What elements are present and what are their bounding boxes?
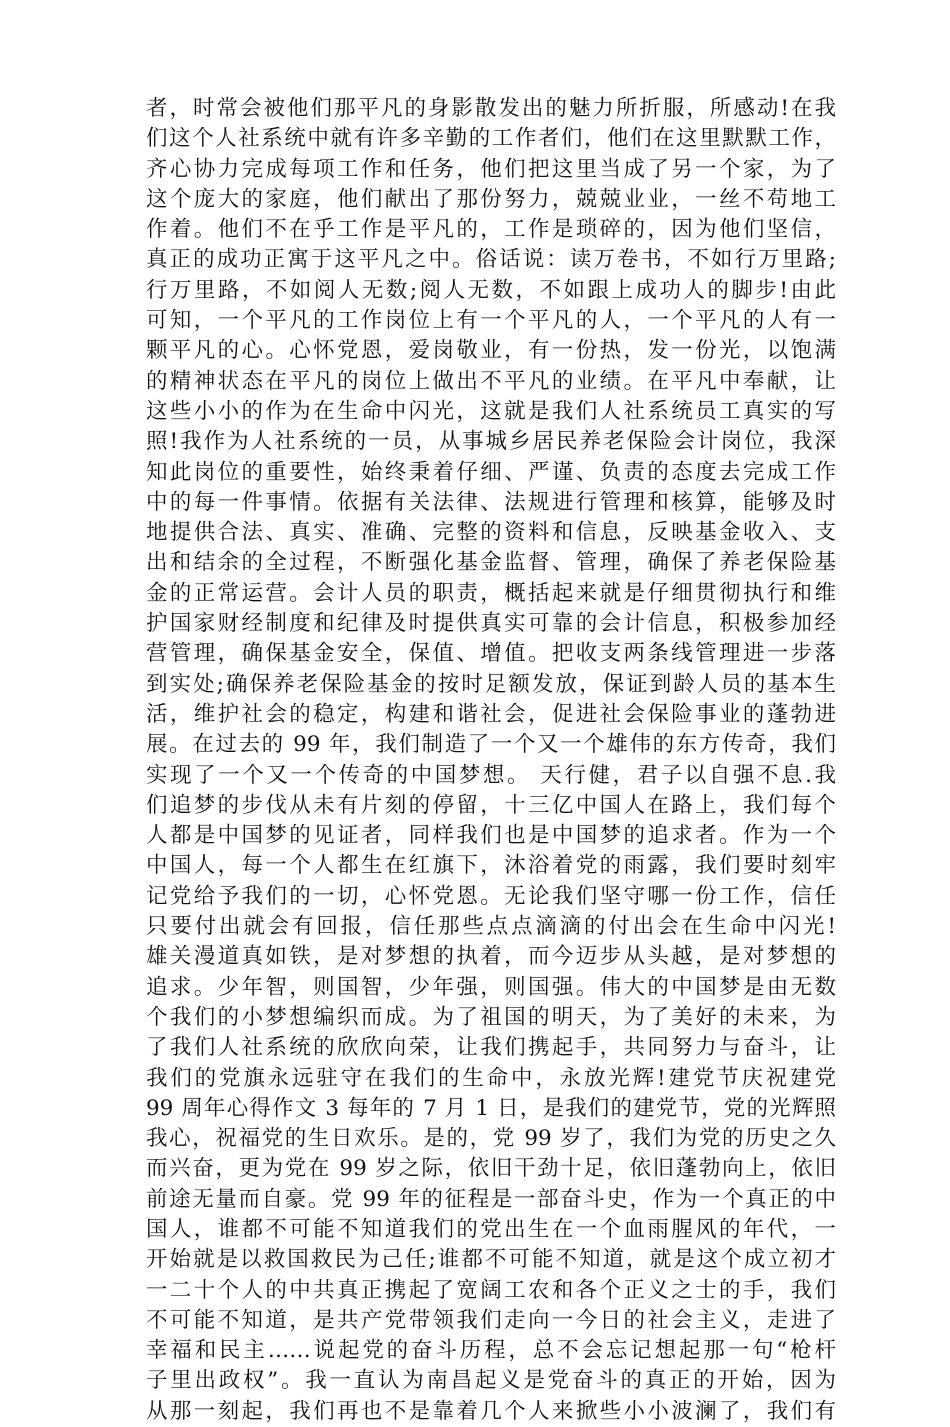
text-line: 从那一刻起，我们再也不是靠着几个人来掀些小小波澜了，我们有 <box>146 1398 836 1424</box>
text-line: 子里出政权”。我一直认为南昌起义是党奋斗的真正的开始，因为 <box>146 1368 836 1394</box>
text-line: 中国人，每一个人都生在红旗下，沐浴着党的雨露，我们要时刻牢 <box>146 853 836 879</box>
text-line: 可知，一个平凡的工作岗位上有一个平凡的人，一个平凡的人有一 <box>146 308 836 334</box>
text-line: 地提供合法、真实、准确、完整的资料和信息，反映基金收入、支 <box>146 520 836 546</box>
text-line: 这些小小的作为在生命中闪光，这就是我们人社系统员工真实的写 <box>146 398 836 424</box>
text-line: 我们的党旗永远驻守在我们的生命中，永放光辉!建党节庆祝建党 <box>146 1065 836 1091</box>
text-line: 颗平凡的心。心怀党恩，爱岗敬业，有一份热，发一份光，以饱满 <box>146 338 836 364</box>
text-line: 一二十个人的中共真正携起了宽阔工农和各个正义之士的手，我们 <box>146 1277 836 1303</box>
text-line: 中的每一件事情。依据有关法律、法规进行管理和核算，能够及时 <box>146 489 836 515</box>
text-line: 我心，祝福党的生日欢乐。是的，党 99 岁了，我们为党的历史之久 <box>146 1126 836 1152</box>
text-line: 作着。他们不在乎工作是平凡的，工作是琐碎的，因为他们坚信， <box>146 217 836 243</box>
text-line: 99 周年心得作文 3 每年的 7 月 1 日，是我们的建党节，党的光辉照 <box>146 1095 836 1121</box>
text-line: 真正的成功正寓于这平凡之中。俗话说：读万卷书，不如行万里路; <box>146 247 836 273</box>
text-line: 营管理，确保基金安全，保值、增值。把收支两条线管理进一步落 <box>146 641 836 667</box>
text-line: 们这个人社系统中就有许多辛勤的工作者们，他们在这里默默工作， <box>146 126 836 152</box>
text-line: 金的正常运营。会计人员的职责，概括起来就是仔细贯彻执行和维 <box>146 580 836 606</box>
body-text <box>146 94 836 1427</box>
text-line: 个我们的小梦想编织而成。为了祖国的明天，为了美好的未来，为 <box>146 1004 836 1030</box>
text-line: 活，维护社会的稳定，构建和谐社会，促进社会保险事业的蓬勃进 <box>146 701 836 727</box>
text-line: 的精神状态在平凡的岗位上做出不平凡的业绩。在平凡中奉献，让 <box>146 368 836 394</box>
text-line: 行万里路，不如阅人无数;阅人无数，不如跟上成功人的脚步!由此 <box>146 277 836 303</box>
text-line: 记党给予我们的一切，心怀党恩。无论我们坚守哪一份工作，信任 <box>146 883 836 909</box>
text-line: 人都是中国梦的见证者，同样我们也是中国梦的追求者。作为一个 <box>146 823 836 849</box>
text-line: 只要付出就会有回报，信任那些点点滴滴的付出会在生命中闪光! <box>146 914 836 940</box>
text-line: 者，时常会被他们那平凡的身影散发出的魅力所折服，所感动!在我 <box>146 96 836 121</box>
text-line: 出和结余的全过程，不断强化基金监督、管理，确保了养老保险基 <box>146 550 836 576</box>
text-line: 实现了一个又一个传奇的中国梦想。 天行健，君子以自强不息.我 <box>146 762 836 788</box>
text-line: 追求。少年智，则国智，少年强，则国强。伟大的中国梦是由无数 <box>146 974 836 1000</box>
text-line: 了我们人社系统的欣欣向荣，让我们携起手，共同努力与奋斗，让 <box>146 1035 836 1061</box>
text-line: 齐心协力完成每项工作和任务，他们把这里当成了另一个家，为了 <box>146 156 836 182</box>
text-line: 国人，谁都不可能不知道我们的党出生在一个血雨腥风的年代，一 <box>146 1216 836 1242</box>
text-line: 们追梦的步伐从未有片刻的停留，十三亿中国人在路上，我们每个 <box>146 792 836 818</box>
text-line: 而兴奋，更为党在 99 岁之际，依旧干劲十足，依旧蓬勃向上，依旧 <box>146 1156 836 1182</box>
text-line: 这个庞大的家庭，他们献出了那份努力，兢兢业业，一丝不苟地工 <box>146 186 836 212</box>
text-line: 开始就是以救国救民为己任;谁都不可能不知道，就是这个成立初才 <box>146 1247 836 1273</box>
text-line: 到实处;确保养老保险基金的按时足额发放，保证到龄人员的基本生 <box>146 671 836 697</box>
text-line: 知此岗位的重要性，始终秉着仔细、严谨、负责的态度去完成工作 <box>146 459 836 485</box>
text-line: 不可能不知道，是共产党带领我们走向一今日的社会主义，走进了 <box>146 1307 836 1333</box>
text-line: 展。在过去的 99 年，我们制造了一个又一个雄伟的东方传奇，我们 <box>146 732 836 758</box>
text-line: 照!我作为人社系统的一员，从事城乡居民养老保险会计岗位，我深 <box>146 429 836 455</box>
text-line: 幸福和民主……说起党的奋斗历程，总不会忘记想起那一句“枪杆 <box>146 1338 836 1364</box>
text-line: 雄关漫道真如铁，是对梦想的执着，而今迈步从头越，是对梦想的 <box>146 944 836 970</box>
text-line: 护国家财经制度和纪律及时提供真实可靠的会计信息，积极参加经 <box>146 611 836 637</box>
text-line: 前途无量而自豪。党 99 年的征程是一部奋斗史，作为一个真正的中 <box>146 1186 836 1212</box>
